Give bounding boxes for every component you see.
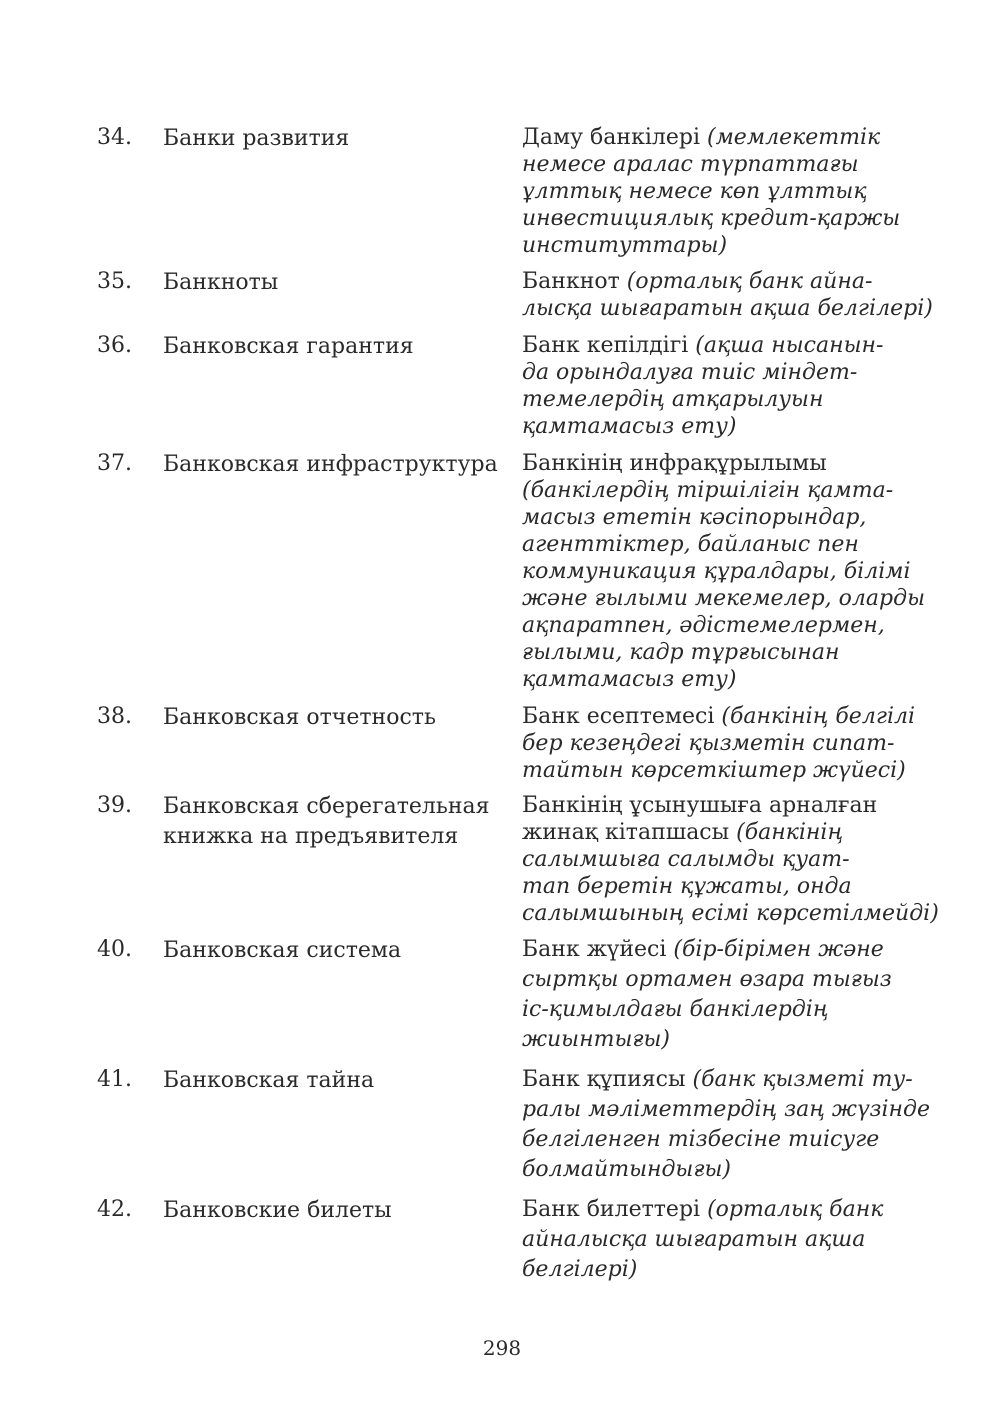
russian-term bbox=[163, 703, 508, 733]
kazakh-description: сыртқы ортамен өзара тығыз bbox=[522, 967, 892, 992]
kazakh-definition-line bbox=[522, 531, 922, 558]
kazakh-description: (банкінің bbox=[736, 820, 844, 845]
kazakh-description: қамтамасыз ету) bbox=[522, 414, 737, 439]
kazakh-definition-line bbox=[522, 1066, 922, 1096]
kazakh-definition-line bbox=[522, 1156, 922, 1186]
kazakh-definition-line bbox=[522, 819, 922, 846]
entry-number: 41. bbox=[97, 1067, 132, 1092]
kazakh-definition-line bbox=[522, 996, 922, 1026]
kazakh-description: тайтын көрсеткіштер жүйесі) bbox=[522, 758, 906, 783]
russian-term-line: Банковская инфраструктура bbox=[163, 452, 498, 477]
kazakh-definition-line bbox=[522, 413, 922, 440]
kazakh-term: Банк жүйесі bbox=[522, 937, 674, 962]
kazakh-description: белгіленген тізбесіне тиісуге bbox=[522, 1127, 880, 1152]
kazakh-definition bbox=[522, 450, 925, 693]
russian-term bbox=[163, 792, 508, 852]
kazakh-description: ұлттық немесе көп ұлттық bbox=[522, 179, 867, 204]
kazakh-definition-line bbox=[522, 585, 925, 612]
kazakh-term: Банк есептемесі bbox=[522, 704, 722, 729]
kazakh-definition-line bbox=[522, 232, 922, 259]
russian-term-line: книжка на предъявителя bbox=[163, 824, 459, 849]
kazakh-description: болмайтындығы) bbox=[522, 1157, 731, 1182]
russian-term bbox=[163, 936, 508, 966]
russian-term bbox=[163, 1196, 508, 1226]
kazakh-term: Банк билеттері bbox=[522, 1197, 708, 1222]
kazakh-definition-line bbox=[522, 639, 922, 666]
kazakh-description: айналысқа шығаратын ақша bbox=[522, 1227, 866, 1252]
kazakh-definition bbox=[522, 792, 939, 927]
kazakh-description: лысқа шығаратын ақша белгілері) bbox=[522, 296, 933, 321]
kazakh-description: (орталық банк айна- bbox=[626, 269, 873, 294]
kazakh-definition-line bbox=[522, 1226, 922, 1256]
kazakh-definition-line bbox=[522, 966, 922, 996]
kazakh-definition-line bbox=[522, 936, 922, 966]
kazakh-definition-line bbox=[522, 792, 922, 819]
russian-term bbox=[163, 332, 508, 362]
kazakh-description: да орындалуға тиіс міндет- bbox=[522, 360, 858, 385]
russian-term bbox=[163, 450, 508, 480]
russian-term-line: Банковская тайна bbox=[163, 1068, 375, 1093]
kazakh-definition bbox=[522, 332, 922, 440]
kazakh-definition-line bbox=[522, 873, 922, 900]
kazakh-definition-line bbox=[522, 332, 922, 359]
kazakh-definition-line bbox=[522, 666, 922, 693]
kazakh-definition-line bbox=[522, 359, 922, 386]
russian-term-line: Банковская система bbox=[163, 938, 402, 963]
kazakh-definition-line bbox=[522, 295, 933, 322]
russian-term-line: Банковская отчетность bbox=[163, 705, 436, 730]
kazakh-description: ғылыми, кадр тұрғысынан bbox=[522, 640, 840, 665]
kazakh-definition-line bbox=[522, 1026, 922, 1056]
kazakh-term: Банк кепілдігі bbox=[522, 333, 696, 358]
entry-number: 35. bbox=[97, 269, 132, 294]
russian-term-line: Банковская сберегательная bbox=[163, 794, 490, 819]
entry-number: 38. bbox=[97, 704, 132, 729]
kazakh-definition-line bbox=[522, 703, 922, 730]
entry-number: 37. bbox=[97, 451, 132, 476]
kazakh-definition-line bbox=[522, 205, 922, 232]
kazakh-definition-line bbox=[522, 1196, 922, 1226]
entry-number: 42. bbox=[97, 1197, 132, 1222]
kazakh-description: (мемлекеттік bbox=[706, 125, 881, 150]
kazakh-description: масыз ететін кәсіпорындар, bbox=[522, 505, 867, 530]
kazakh-definition-line bbox=[522, 178, 922, 205]
kazakh-term: Даму банкілері bbox=[522, 125, 707, 150]
kazakh-definition-line bbox=[522, 846, 922, 873]
kazakh-description: іс-қимылдағы банкілердің bbox=[522, 997, 829, 1022]
kazakh-definition bbox=[522, 1066, 930, 1186]
kazakh-definition bbox=[522, 268, 933, 322]
kazakh-definition bbox=[522, 1196, 922, 1286]
kazakh-description: бер кезеңдегі қызметін сипат- bbox=[522, 731, 895, 756]
kazakh-description: қамтамасыз ету) bbox=[522, 667, 737, 692]
russian-term-line: Банковские билеты bbox=[163, 1198, 392, 1223]
kazakh-description: белгілері) bbox=[522, 1257, 638, 1282]
kazakh-definition-line bbox=[522, 730, 922, 757]
kazakh-definition-line bbox=[522, 386, 922, 413]
kazakh-description: (ақша нысанын- bbox=[695, 333, 884, 358]
kazakh-definition-line bbox=[522, 124, 922, 151]
kazakh-term: жинақ кітапшасы bbox=[522, 820, 737, 845]
kazakh-description: ақпаратпен, әдістемелермен, bbox=[522, 613, 885, 638]
kazakh-description: инвестициялық кредит-қаржы bbox=[522, 206, 901, 231]
entry-number: 36. bbox=[97, 333, 132, 358]
kazakh-description: (орталық банк bbox=[707, 1197, 884, 1222]
kazakh-description: (бір-бірімен және bbox=[673, 937, 884, 962]
kazakh-definition bbox=[522, 124, 922, 259]
kazakh-definition-line bbox=[522, 450, 922, 477]
kazakh-definition-line bbox=[522, 477, 922, 504]
kazakh-description: (банкінің белгілі bbox=[721, 704, 916, 729]
russian-term-line: Банкноты bbox=[163, 270, 279, 295]
kazakh-term: Банкінің ұсынушыға арналған bbox=[522, 793, 878, 818]
kazakh-definition-line bbox=[522, 1126, 922, 1156]
kazakh-term: Банкінің инфрақұрылымы bbox=[522, 451, 827, 476]
kazakh-definition-line bbox=[522, 558, 922, 585]
russian-term bbox=[163, 268, 508, 298]
kazakh-description: (банк қызметі ту- bbox=[692, 1067, 913, 1092]
kazakh-description: темелердің атқарылуын bbox=[522, 387, 824, 412]
kazakh-definition-line bbox=[522, 900, 939, 927]
kazakh-definition bbox=[522, 936, 922, 1056]
russian-term bbox=[163, 124, 508, 154]
entry-number: 34. bbox=[97, 125, 132, 150]
kazakh-definition bbox=[522, 703, 922, 784]
kazakh-description: коммуникация құралдары, білімі bbox=[522, 559, 911, 584]
kazakh-definition-line bbox=[522, 1096, 930, 1126]
kazakh-definition-line bbox=[522, 268, 922, 295]
russian-term-line: Банки развития bbox=[163, 126, 350, 151]
kazakh-description: немесе аралас түрпаттағы bbox=[522, 152, 859, 177]
kazakh-definition-line bbox=[522, 612, 922, 639]
kazakh-description: агенттіктер, байланыс пен bbox=[522, 532, 859, 557]
kazakh-description: тап беретін құжаты, онда bbox=[522, 874, 852, 899]
kazakh-term: Банк құпиясы bbox=[522, 1067, 693, 1092]
entry-number: 40. bbox=[97, 937, 132, 962]
entry-number: 39. bbox=[97, 793, 132, 818]
kazakh-description: ралы мәліметтердің заң жүзінде bbox=[522, 1097, 930, 1122]
kazakh-description: (банкілердің тіршілігін қамта- bbox=[522, 478, 894, 503]
kazakh-definition-line bbox=[522, 151, 922, 178]
kazakh-definition-line bbox=[522, 1256, 922, 1286]
kazakh-definition-line bbox=[522, 757, 922, 784]
kazakh-term: Банкнот bbox=[522, 269, 627, 294]
kazakh-description: институттары) bbox=[522, 233, 728, 258]
kazakh-definition-line bbox=[522, 504, 922, 531]
kazakh-description: салымшыға салымды қуат- bbox=[522, 847, 850, 872]
kazakh-description: салымшының есімі көрсетілмейді) bbox=[522, 901, 939, 926]
russian-term-line: Банковская гарантия bbox=[163, 334, 414, 359]
page-number: 298 bbox=[482, 1336, 522, 1360]
kazakh-description: және ғылыми мекемелер, оларды bbox=[522, 586, 925, 611]
russian-term bbox=[163, 1066, 508, 1096]
kazakh-description: жиынтығы) bbox=[522, 1027, 670, 1052]
